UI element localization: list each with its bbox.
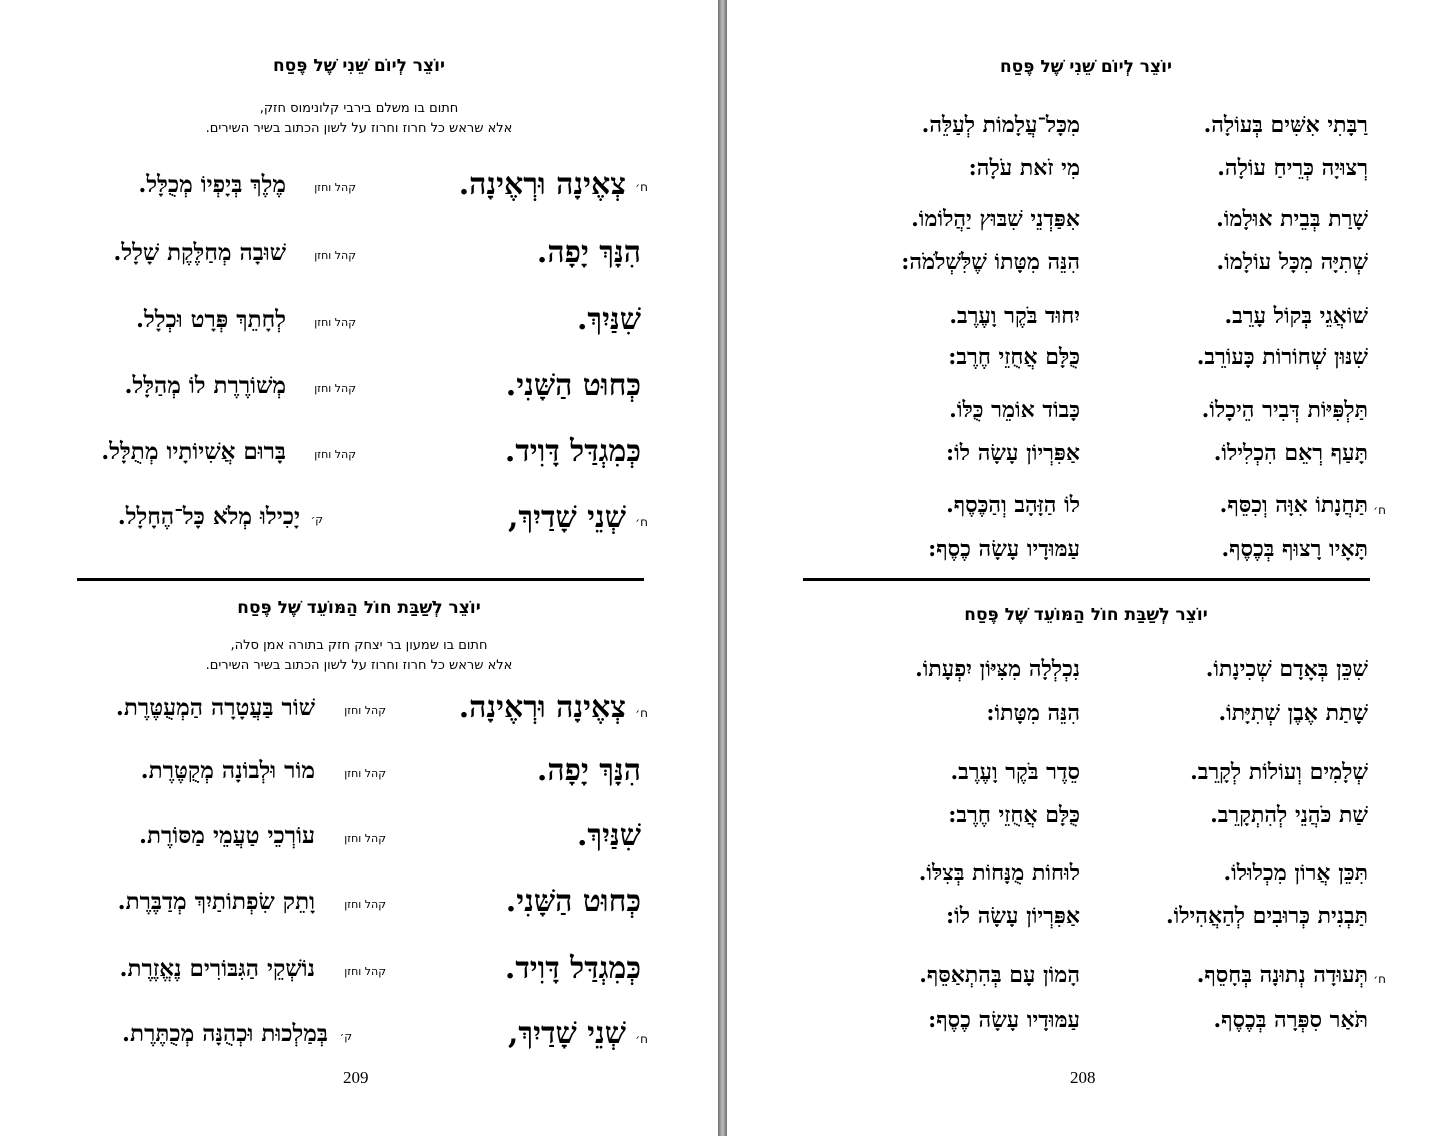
lead-verse: שְׁנֵי שָׁדַיִךְ, xyxy=(507,500,626,535)
lead-verse: כְּחוּט הַשָּׁנִי. xyxy=(505,884,641,919)
response-verse: לְחָתֵךְ פְּרָט וּכְלָל. xyxy=(135,306,286,333)
verse-left: אַפִּרְיוֹן עָשָׂה לוֹ: xyxy=(946,440,1080,466)
lead-verse: הִנָּךְ יָפָה. xyxy=(536,753,641,788)
verse-right: שִׁכֵּן בְּאָדָם שְׁכִינָתוֹ. xyxy=(1205,656,1368,682)
row-marker: ח׳ xyxy=(1373,972,1386,986)
dedication-line: אלא שראש כל חרוז וחרוז על לשון הכתוב בשיר השירים. xyxy=(205,658,513,673)
row-marker: ח׳ xyxy=(635,1032,648,1046)
verse-right: תֹּאַר סִפְּרָה בְּכֶסֶף. xyxy=(1213,1007,1368,1033)
row-marker: ח׳ xyxy=(635,706,648,720)
lead-verse: צְאֶינָה וּרְאֶינָה. xyxy=(458,690,626,725)
response-verse: מְשׁוֹרֶרֶת לוֹ מְהַלָּל. xyxy=(124,372,286,399)
left-page xyxy=(0,0,718,1136)
verse-right: תַּבְנִית כְּרוּבִים לְהַאֲהִילוֹ. xyxy=(1165,903,1368,929)
section-title: יוֹצֵר לְשַׁבַּת חוֹל הַמּוֹעֵד שֶׁל פֶּסַח xyxy=(237,598,481,618)
verse-left: נִכְלְלָה מִצִּיּוֹן יִפְעָתוֹ. xyxy=(915,656,1080,682)
verse-left: לוֹ הַזָּהָב וְהַכֶּסֶף. xyxy=(946,492,1080,518)
verse-left: הִנֵּה מִטָּתוֹ שֶׁלִּשְׁלֹמֹה: xyxy=(901,249,1080,275)
section-title: יוֹצֵר לְיוֹם שֵׁנִי שֶׁל פֶּסַח xyxy=(999,57,1172,77)
response-verse: נוֹשְׁקֵי הַגִּבּוֹרִים נֶאֱזֶרֶת. xyxy=(119,955,315,982)
page-number: 208 xyxy=(1070,1068,1096,1087)
response-marker: קהל וחזן xyxy=(344,832,386,845)
verse-right: תַּלְפִּיּוֹת דְּבִיר הֵיכָלוֹ. xyxy=(1201,397,1368,423)
verse-right: שְׁלָמִים וְעוֹלוֹת לְקָרֵב. xyxy=(1190,759,1368,785)
verse-left: סֵדֶר בֹּקֶר וָעֶרֶב. xyxy=(950,759,1080,785)
response-marker: קהל וחזן xyxy=(314,181,356,194)
response-verse: מוֹר וּלְבוֹנָה מְקֻטֶּרֶת. xyxy=(140,757,315,784)
verse-left: עַמּוּדָיו עָשָׂה כֶסֶף: xyxy=(928,536,1080,562)
response-verse: מֶלֶךְ בְּיָפְיוֹ מְכֻלָּל. xyxy=(138,171,286,198)
verse-right: רְצוּיָה כְּרֵיחַ עוֹלָה. xyxy=(1217,155,1368,181)
dedication-line: חתום בו משלם בירבי קלונימוס חזק, xyxy=(259,101,459,116)
page-number: 209 xyxy=(343,1068,369,1087)
verse-left: עַמּוּדָיו עָשָׂה כֶסֶף: xyxy=(928,1007,1080,1033)
verse-left: הָמוֹן עָם בְּהִתְאַסֵּף. xyxy=(919,962,1080,988)
response-marker: קהל וחזן xyxy=(314,448,356,461)
section-title: יוֹצֵר לְיוֹם שֵׁנִי שֶׁל פֶּסַח xyxy=(272,56,445,76)
response-marker: ק׳ xyxy=(310,513,323,526)
row-marker: ח׳ xyxy=(1373,503,1386,517)
response-verse: בָּרוּם אֲשִׁיוֹתָיו מְתֻלָּל. xyxy=(101,438,286,465)
lead-verse: כְּמִגְדַּל דָּוִיד. xyxy=(504,434,641,469)
response-marker: קהל וחזן xyxy=(314,382,356,395)
response-verse: בְּמַלְכוּת וּכְהֻנָּה מְכֻתֶּרֶת. xyxy=(122,1020,328,1047)
lead-verse: שְׁנֵי שָׁדַיִךְ, xyxy=(507,1016,626,1051)
verse-right: שָׁתַת אֶבֶן שְׁתִיָּתוֹ. xyxy=(1218,700,1368,726)
section-divider xyxy=(803,578,1370,581)
response-verse: שׁוּבָה מְחַלֶּקֶת שָׁלָל. xyxy=(113,239,286,266)
lead-verse: כְּמִגְדַּל דָּוִיד. xyxy=(504,951,641,986)
response-marker: ק׳ xyxy=(339,1030,352,1043)
verse-left: לוּחוֹת מֻנָּחוֹת בְּצִלּוֹ. xyxy=(918,860,1080,886)
response-marker: קהל וחזן xyxy=(344,767,386,780)
verse-left: כֻּלָּם אֲחֻזֵי חֶרֶב: xyxy=(948,802,1080,828)
response-marker: קהל וחזן xyxy=(344,965,386,978)
verse-right: שַׁת כֹּהֲנֵי לְהִתְקָרֵב. xyxy=(1210,802,1368,828)
row-marker: ח׳ xyxy=(635,180,648,194)
verse-left: כָּבוֹד אוֹמֵר כֻּלּוֹ. xyxy=(949,397,1080,423)
response-marker: קהל וחזן xyxy=(344,898,386,911)
verse-right: שִׁנּוּן שְׁחוֹרוֹת כָּעוֹרֵב. xyxy=(1196,344,1368,370)
verse-left: יִחוּד בֹּקֶר וָעֶרֶב. xyxy=(949,303,1080,329)
verse-left: אִפַּדְנֵי שִׁבּוּץ יַהֲלוֹמוֹ. xyxy=(911,206,1080,232)
lead-verse: צְאֶינָה וּרְאֶינָה. xyxy=(458,167,626,202)
verse-left: מִי זֹאת עֹלָה: xyxy=(968,155,1080,181)
response-marker: קהל וחזן xyxy=(314,316,356,329)
response-verse: וָתֵק שִׂפְתוֹתַיִךְ מְדַבֶּרֶת. xyxy=(117,888,315,915)
response-marker: קהל וחזן xyxy=(344,704,386,717)
response-verse: שׁוֹר בַּעֲטָרָה הַמְעֻטֶּרֶת. xyxy=(115,694,315,721)
lead-verse: כְּחוּט הַשָּׁנִי. xyxy=(505,368,641,403)
page-gutter xyxy=(718,0,727,1136)
response-verse: עוֹרְכֵי טַעֲמֵי מַסּוֹרֶת. xyxy=(139,822,315,849)
response-verse: יָכִילוּ מְלֹא כָּל־הֶחָלָל. xyxy=(117,503,300,530)
verse-right: שׁוֹאֲגֵי בְּקוֹל עָרֵב. xyxy=(1224,303,1368,329)
verse-right: תָּאָיו רָצוּף בְּכֶסֶף. xyxy=(1221,536,1368,562)
verse-left: מִכָּל־עֲלָמוֹת לְעַלֵּה. xyxy=(921,112,1080,138)
dedication-line: חתום בו שמעון בר יצחק חזק בתורה אמן סלה, xyxy=(230,638,488,653)
verse-right: שְׁתִיָּה מִכָּל עוֹלָמוֹ. xyxy=(1216,249,1368,275)
verse-right: רַבָּתִי אִשִּׁים בְּעוֹלָה. xyxy=(1203,112,1368,138)
verse-right: תְּעוּדָה נְתוּנָה בְּחָסֵף. xyxy=(1196,962,1368,988)
section-title: יוֹצֵר לְשַׁבַּת חוֹל הַמּוֹעֵד שֶׁל פֶּסַח xyxy=(964,605,1208,625)
verse-left: כֻּלָּם אֲחֻזֵי חֶרֶב: xyxy=(948,344,1080,370)
verse-right: תַּחֲנָתוֹ אִוָּה וְכִסֵּף. xyxy=(1219,492,1368,518)
verse-left: הִנֵּה מִטָּתוֹ: xyxy=(986,700,1080,726)
dedication-line: אלא שראש כל חרוז וחרוז על לשון הכתוב בשיר השירים. xyxy=(205,121,513,136)
verse-right: תָּעַף רְאֵם הִכְלִילוֹ. xyxy=(1213,440,1368,466)
verse-right: שָׁרַת בְּבֵית אוּלָמוֹ. xyxy=(1216,206,1368,232)
right-page xyxy=(727,0,1445,1136)
verse-right: תִּכֵּן אֲרוֹן מִכְלוּלוֹ. xyxy=(1223,860,1368,886)
lead-verse: הִנָּךְ יָפָה. xyxy=(536,235,641,270)
row-marker: ח׳ xyxy=(635,515,648,529)
verse-left: אַפִּרְיוֹן עָשָׂה לוֹ: xyxy=(946,903,1080,929)
lead-verse: שִׁנַּיִךְ. xyxy=(576,302,641,337)
response-marker: קהל וחזן xyxy=(314,249,356,262)
lead-verse: שִׁנַּיִךְ. xyxy=(576,818,641,853)
section-divider xyxy=(77,578,644,581)
